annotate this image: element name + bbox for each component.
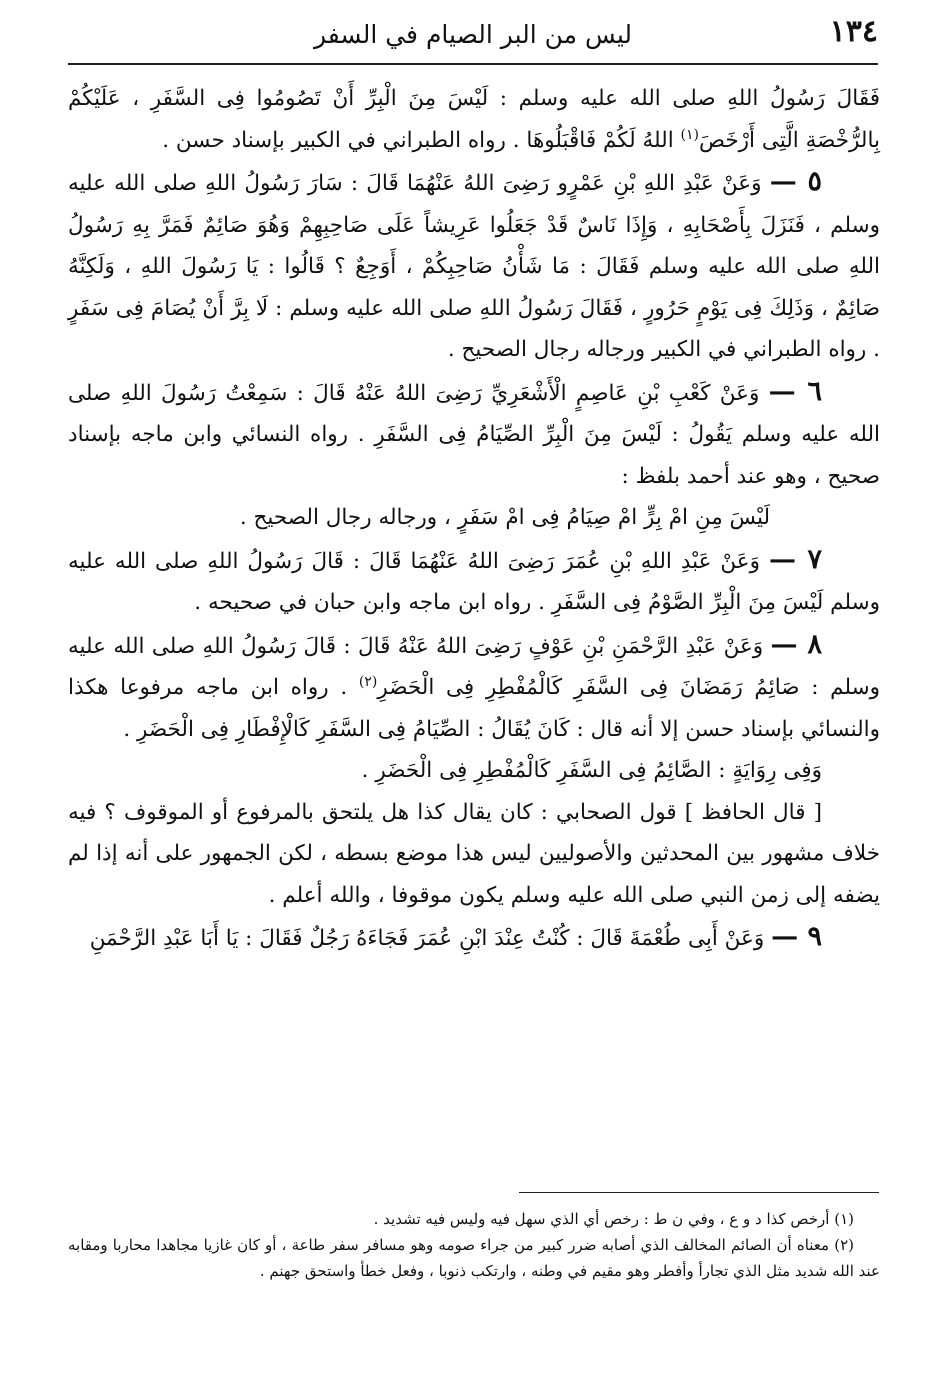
hadith-6 [68,371,880,498]
hadith-text: وَعَنْ أَبِى طُعْمَةَ قَالَ : كُنْتُ عِنْدَ ابْنِ عُمَرَ فَجَاءَهُ رَجُلٌ فَقَالَ : يَا أَبَا عَبْدِ الرَّحْمَنِ [89,926,765,951]
hadith-6-quote: لَيْسَ مِنِ امْ بِرٍّ امْ صِيَامُ فِى امْ سَفَرٍ ، ورجاله رجال الصحيح . [239,505,770,530]
hadith-number: ٩ — [771,921,822,952]
hadith-5 [68,161,880,371]
hadith-text: وَعَنْ كَعْبِ بْنِ عَاصِمٍ الْأَشْعَرِيِّ رَضِىَ اللهُ عَنْهُ قَالَ : سَمِعْتُ رَسُولَ اللهِ صلى الله عليه وسلم يَقُولُ : لَيْسَ مِنَ الْبِرِّ الصِّيَامُ فِى السَّفَرِ . رواه النسائي وابن ماجه بإسناد صحيح ، وهو عند أحمد بلفظ : [68,380,880,489]
hadith-number: ٧ — [768,543,822,575]
hadith-9 [68,916,880,960]
footnotes [68,1206,880,1284]
hadith-text-end: . رواه ابن ماجه مرفوعا هكذا والنسائي بإسناد حسن إلا أنه قال : كَانَ يُقَالُ : الصِّيَامُ فِى السَّفَرِ كَالْإِفْطَارِ فِى الْحَضَرِ . [68,675,880,742]
hadith-text: وَعَنْ عَبْدِ اللهِ بْنِ عَمْرٍو رَضِىَ اللهُ عَنْهُمَا قَالَ : سَارَ رَسُولُ اللهِ صلى الله عليه وسلم ، فَنَزَلَ بِأَصْحَابِهِ ، وَإِذَا نَاسٌ قَدْ جَعَلُوا عَرِيشاً عَلَى صَاحِبِهِمْ وَهُوَ صَائِمٌ فَمَرَّ بِهِ رَسُولُ اللهِ صلى الله عليه وسلم فَقَالَ : مَا شَأْنُ صَاحِبِكُمْ ، أَوَجِعٌ ؟ قَالُوا : يَا رَسُولَ اللهِ ، وَلَكِنَّهُ صَائِمٌ ، وَذَلِكَ فِى يَوْمٍ حَرُورٍ ، فَقَالَ رَسُولُ اللهِ صلى الله عليه وسلم : لَا بِرَّ أَنْ يُصَامَ فِى سَفَرٍ . رواه الطبراني في الكبير ورجاله رجال الصحيح . [68,171,880,362]
hadith-8 [68,624,880,751]
hadith-text: وَعَنْ عَبْدِ اللهِ بْنِ عُمَرَ رَضِىَ اللهُ عَنْهُمَا قَالَ : قَالَ رَسُولُ اللهِ صلى الله عليه وسلم لَيْسَ مِنَ الْبِرِّ الصَّوْمُ فِى السَّفَرِ . رواه ابن ماجه وابن حبان في صحيحه . [68,548,880,615]
riwaya-paragraph: وَفِى رِوَايَةٍ : الصَّائِمُ فِى السَّفَرِ كَالْمُفْطِرِ فِى الْحَضَرِ . [361,758,822,783]
hadith-text: وَعَنْ عَبْدِ الرَّحْمَنِ بْنِ عَوْفٍ رَضِىَ اللهُ عَنْهُ قَالَ : قَالَ رَسُولُ اللهِ صلى الله عليه وسلم : صَائِمُ رَمَضَانَ فِى السَّفَرِ كَالْمُفْطِرِ فِى الْحَضَرِ [68,633,880,700]
hadith-number: ٦ — [768,375,822,407]
footnote-rule [519,1192,879,1193]
header-rule [68,63,878,65]
footnote-2: (٢) معناه أن الصائم المخالف الذي أصابه ضرر كبير من جراء صومه وهو مسافر سفر طاعة ، أو كان غازيا مجاهدا محاربا ومقابه عند الله شديد مثل الذي تجارأ وأفطر وهو مقيم في وطنه ، وارتكب ذنوبا ، وفعل خطأ واستحق جهنم . [68,1236,880,1280]
intro-paragraph [68,78,880,161]
intro-text-end: اللهُ لَكُمْ فَاقْبَلُوهَا . رواه الطبراني في الكبير بإسناد حسن . [162,127,674,153]
hafiz-note: [ قال الحافظ ] قول الصحابي : كان يقال كذا هل يلتحق بالمرفوع أو الموقوف ؟ فيه خلاف مشهور بين المحدثين والأصوليين ليس هذا موضع بسطه ، لكن الجمهور على أنه إذا لم يضفه إلى زمن النبي صلى الله عليه وسلم يكون موقوفا ، والله أعلم . [68,799,880,908]
footnote-1: (١) أرخص كذا د و ع ، وفي ن ط : رخص أي الذي سهل فيه وليس فيه تشديد . [373,1210,854,1228]
hadith-number: ٨ — [770,628,822,660]
footnote-ref-1: (١) [680,126,699,143]
footnote-ref-2: (٢) [358,673,378,690]
page-header [68,10,878,62]
hadith-number: ٥ — [769,166,822,197]
hadith-7 [68,539,880,624]
intro-text: فَقَالَ رَسُولُ اللهِ صلى الله عليه وسلم : لَيْسَ مِنَ الْبِرِّ أَنْ تَصُومُوا فِى السَّفَرِ ، عَلَيْكُمْ بِالرُّخْصَةِ الَّتِى أَرْخَصَ [68,86,880,153]
running-title: ليس من البر الصيام في السفر [313,20,633,49]
main-text [68,78,880,960]
page-number: ١٣٤ [829,14,878,49]
